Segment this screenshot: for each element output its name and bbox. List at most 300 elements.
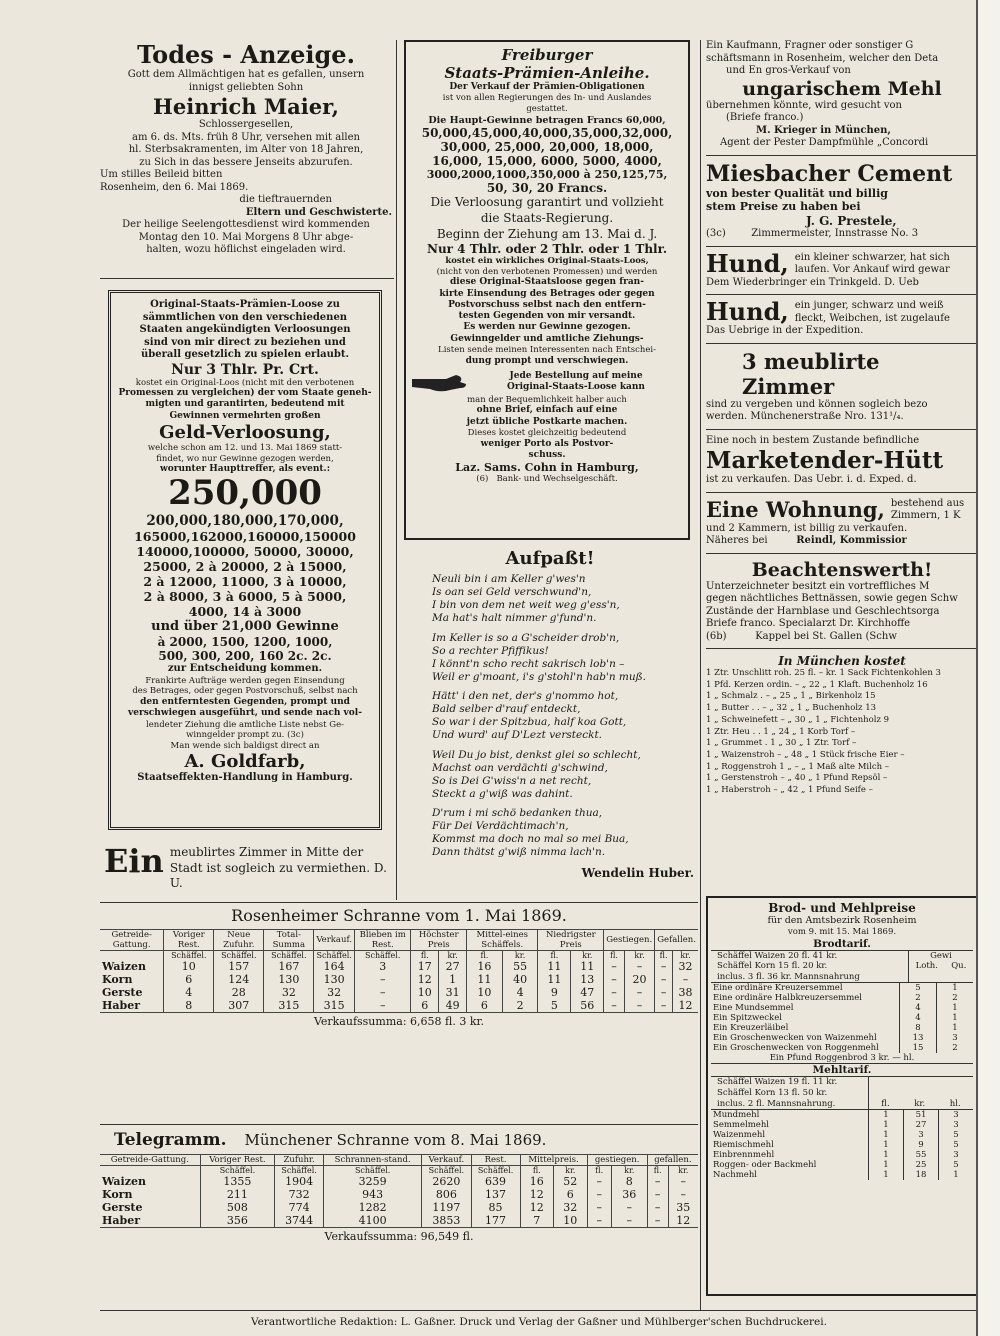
tariff-title: Brod- und Mehlpreise [768, 901, 916, 915]
table-cell: 2620 [422, 1175, 471, 1188]
text-line: übernehmen könnte, wird gesucht von [706, 99, 902, 111]
text-line: Frankirte Aufträge werden gegen Einsendung [145, 675, 345, 686]
poem-stanza [432, 632, 694, 685]
table-cell: 16 [467, 960, 503, 973]
table-cell: 3744 [275, 1214, 324, 1228]
table-cell: 6 [467, 999, 503, 1013]
item-name: Ein Groschenwecken von Roggenmehl [713, 1043, 879, 1054]
table-row [711, 1120, 973, 1130]
text-line: kostet ein Original-Loos (nicht mit den verbotenen [135, 377, 355, 388]
poem-line: So a rechter Pfiffikus! [432, 644, 549, 657]
text-line: Montag den 10. Mai Morgens 8 Uhr abge- [138, 231, 354, 243]
text-line: ohne Brief, einfach auf eine [476, 405, 618, 416]
lottery-price: Nur 3 Thlr. Pr. Crt. [171, 361, 319, 378]
item-value: 18 [904, 1170, 939, 1180]
text-line: ist zu verkaufen. Das Uebr. i. d. Exped. d. [706, 474, 917, 485]
unit-cell: fl. [587, 1166, 611, 1176]
text-line: innigst geliebten Sohn [188, 81, 304, 93]
item-value: 1 [939, 1170, 974, 1180]
table-cell: 774 [275, 1201, 324, 1214]
column-header: Total-Summa [264, 930, 314, 951]
ad-title: Staats-Prämien-Anleihe. [444, 64, 650, 82]
table-cell: 8 [164, 999, 214, 1013]
column-header: Gewi [930, 950, 952, 961]
flat-ad [706, 498, 978, 523]
unit-cell: Schäffel. [275, 1166, 324, 1176]
text-line: inclus. 2 fl. Mannsnahrung. [717, 1098, 836, 1109]
item-value: 5 [939, 1160, 974, 1170]
table-row [711, 1033, 973, 1043]
column-header: Getreide-Gattung. [100, 930, 164, 951]
price-row: 1 „ Waizenstroh – „ 48 „ 1 Stück frische Eier – [706, 750, 905, 761]
table-cell: 6 [164, 973, 214, 986]
poem-stanza [432, 807, 694, 860]
item-value: 1 [869, 1110, 904, 1120]
table-cell: 52 [554, 1175, 588, 1188]
price-row: 1 „ Roggenstroh 1 „ – „ 1 Maß alte Milch – [706, 761, 890, 772]
text-line: weniger Porto als Postvor- [480, 438, 614, 449]
prices-title: In München kostet [778, 654, 906, 668]
notice-heading: Beachtenswerth! [751, 558, 933, 581]
column-header: Voriger Rest. [200, 1155, 274, 1166]
text-line: sind von mir direct zu beziehen und [144, 336, 346, 348]
header-row [100, 1155, 698, 1166]
table-cell: 1 [439, 973, 467, 986]
item-loth: 2 [900, 993, 937, 1003]
grain-type: Korn [102, 1188, 133, 1201]
lottery-ad [108, 290, 382, 830]
prize-line: 2 à 12000, 11000, 3 à 10000, [143, 573, 347, 589]
seller-name: A. Goldfarb, [184, 751, 306, 773]
table-cell: 6 [554, 1188, 588, 1201]
table-cell: 40 [502, 973, 538, 986]
column-header: Qu. [951, 960, 967, 971]
column-header: Mittel-eines Schäffels. [467, 930, 538, 951]
table-cell: 55 [502, 960, 538, 973]
unit-cell: kr. [439, 951, 467, 961]
item-name: Semmelmehl [713, 1120, 770, 1131]
column-header: Schrannen-stand. [324, 1155, 422, 1166]
grain-type: Haber [102, 999, 141, 1012]
unit-cell: kr. [571, 951, 604, 961]
table-cell: 28 [214, 986, 264, 999]
text-line: ein junger, schwarz und weiß [794, 300, 944, 311]
table-cell: 167 [264, 960, 314, 973]
poem-line: Kommst ma doch no mal so mei Bua, [432, 833, 629, 846]
column-header: Rest. [471, 1155, 520, 1166]
table-cell: 315 [314, 999, 355, 1013]
text-line: (nicht von den verbotenen Promessen) und werden [436, 266, 658, 277]
poem-line: So is Dei G'wiss'n a net recht, [432, 774, 592, 787]
table-cell: 32 [264, 986, 314, 999]
text-line: Dem Wiederbringer ein Trinkgeld. D. Ueb [706, 276, 919, 288]
column-header: Voriger Rest. [164, 930, 214, 951]
table-row [711, 1013, 973, 1023]
text-line: worunter Haupttreffer, als event.: [159, 464, 331, 475]
text-line: laufen. Vor Ankauf wird gewar [794, 264, 950, 275]
imprint-footer: Verantwortliche Redaktion: L. Gaßner. Druck und Verlag der Gaßner und Mühlberger'schen Buchdruckerei. [251, 1316, 827, 1328]
text-line: ist von allen Regierungen des In- und Auslandes [442, 93, 652, 104]
unit-cell: Schäffel. [471, 1166, 520, 1176]
text-line: Original-Staats-Prämien-Loose zu [150, 299, 340, 310]
table-row [711, 1130, 973, 1140]
text-line: Schäffel Waizen 19 fl. 11 kr. [717, 1077, 838, 1088]
table-cell: – [655, 973, 673, 986]
table-cell: 85 [471, 1201, 520, 1214]
item-value: 5 [939, 1130, 974, 1140]
schranne1-block [100, 906, 698, 1028]
item-value: 55 [904, 1150, 939, 1160]
table-row [711, 1003, 973, 1013]
column-header: Getreide-Gattung. [100, 1155, 200, 1166]
table-cell: – [355, 999, 411, 1013]
item-value: 5 [939, 1140, 974, 1150]
grain-type: Waizen [102, 960, 146, 973]
table-cell: 10 [467, 986, 503, 999]
text-line: ein kleiner schwarzer, hat sich [794, 251, 950, 263]
table-cell: 32 [554, 1201, 588, 1214]
ad-signature: Laz. Sams. Cohn in Hamburg, [455, 461, 639, 475]
text-line: halten, wozu höflichst eingeladen wird. [146, 244, 346, 255]
prize-line: 4000, 14 à 3000 [188, 603, 302, 619]
table-cell: – [668, 1175, 698, 1188]
table-row [711, 983, 973, 993]
text-line: testen Gegenden von mir versandt. [458, 311, 636, 322]
prize-line: 500, 300, 200, 160 2c. 2c. [158, 648, 332, 663]
right-column [706, 40, 978, 797]
item-qu: 1 [937, 1003, 974, 1013]
table-cell: 1197 [422, 1201, 471, 1214]
freiburg-ad [404, 40, 690, 540]
item-value: 1 [869, 1170, 904, 1180]
schranne2-table [100, 1154, 698, 1228]
unit-cell: fl. [411, 951, 439, 961]
text-line: bestehend aus [890, 497, 965, 509]
ad-code: (3c) [287, 730, 304, 741]
table-cell: 6 [411, 999, 439, 1013]
table-cell: – [647, 1214, 668, 1228]
price-row: 1 Ztr. Heu . . 1 „ 24 „ 1 Korb Torf – [706, 726, 856, 737]
table-cell: 1282 [324, 1201, 422, 1214]
text-line: jetzt übliche Postkarte machen. [466, 416, 628, 427]
text-line: Beginn der Ziehung am 13. Mai d. J. [436, 226, 658, 241]
table-cell: 4100 [324, 1214, 422, 1228]
unit-cell: Schäffel. [214, 951, 264, 961]
text-line: Briefe franco. Specialarzt Dr. Kirchhoffe [706, 618, 911, 629]
table-cell: 137 [471, 1188, 520, 1201]
poem [406, 548, 694, 880]
text-line: kirte Einsendung des Betrages oder gegen [439, 288, 655, 299]
deceased-name: Heinrich Maier, [153, 94, 339, 119]
column-header: Verkauf. [314, 930, 355, 951]
table-cell: 4 [502, 986, 538, 999]
ad-code: (6b) [706, 630, 727, 642]
text-line: inclus. 3 fl. 36 kr. Mannsnahrung [717, 971, 860, 982]
prize-line: 200,000,180,000,170,000, [146, 512, 344, 529]
text-line: Schäffel Korn 15 fl. 20 kr. [717, 961, 828, 972]
item-name: Ein Spitzweckel [713, 1013, 782, 1024]
table-cell: 12 [411, 973, 439, 986]
table-cell: – [668, 1188, 698, 1201]
text-line: stem Preise zu haben bei [706, 200, 861, 214]
death-notice [100, 40, 392, 257]
item-loth: 13 [900, 1033, 937, 1043]
unit-cell: Schäffel. [164, 951, 214, 961]
column-rule [396, 40, 397, 900]
blank-cell [100, 1166, 200, 1176]
schranne1-title: Rosenheimer Schranne vom 1. Mai 1869. [231, 906, 567, 925]
prize-line: 50, 30, 20 Francs. [486, 181, 608, 196]
poem-stanza [432, 690, 694, 743]
price-row: 1 „ Haberstroh – „ 42 „ 1 Pfund Seife – [706, 785, 873, 796]
table-cell: – [587, 1214, 611, 1228]
poem-line: I bin von dem net weit weg g'ess'n, [432, 599, 620, 612]
table-cell: 2 [502, 999, 538, 1013]
unit-cell: kr. [611, 1166, 647, 1176]
grain-type: Haber [102, 1214, 141, 1227]
text-line: Dieses kostet gleichzeitig bedeutend [467, 427, 627, 438]
item-value: 1 [869, 1130, 904, 1140]
item-qu: 2 [937, 993, 974, 1003]
table-cell: 12 [520, 1201, 554, 1214]
text-line: die Staats-Regierung. [480, 210, 614, 225]
text-line: Zustände der Harnblase und Geschlechtsorga [706, 605, 940, 617]
dog-ad-2 [706, 297, 978, 326]
unit-cell: fl. [647, 1166, 668, 1176]
table-row [711, 1023, 973, 1033]
telegram-label: Telegramm. [114, 1130, 227, 1150]
table-cell: 164 [314, 960, 355, 973]
text-line: Schäffel Korn 13 fl. 50 kr. [717, 1088, 828, 1098]
grain-type: Waizen [102, 1175, 146, 1188]
text-line: Schlossergesellen, [198, 119, 294, 130]
item-value: 3 [939, 1120, 974, 1130]
table-cell: 177 [471, 1214, 520, 1228]
text-line: Reindl, Kommissior [796, 535, 907, 546]
text-line: Näheres bei [706, 535, 768, 546]
poem-verses [406, 573, 694, 860]
poem-line: Bald selber d'rauf entdeckt, [432, 703, 581, 716]
table-cell: 13 [571, 973, 604, 986]
item-value: 1 [869, 1120, 904, 1130]
ad-big-word: Eine Wohnung, [706, 496, 885, 522]
unit-cell: kr. [502, 951, 538, 961]
item-loth: 15 [900, 1043, 937, 1053]
text-line: Staaten angekündigten Verloosungen [139, 324, 351, 335]
table-cell: 27 [439, 960, 467, 973]
text-line: zu Sich in das bessere Jenseits abzurufen. [139, 156, 353, 168]
price-row: 1 „ Butter . . – „ 32 „ 1 „ Buchenholz 13 [706, 703, 877, 714]
item-name: Ein Kreuzerläibel [713, 1023, 789, 1034]
text-line: werden. Münchenerstraße Nro. 131¹/₄. [706, 411, 904, 422]
table-cell: 639 [471, 1175, 520, 1188]
table-cell: – [604, 973, 625, 986]
prize-line: 16,000, 15,000, 6000, 5000, 4000, [432, 154, 662, 169]
poem-line: Im Keller is so a G'scheider drob'n, [432, 631, 620, 644]
column-header: Mittelpreis. [520, 1155, 587, 1166]
column-header: Niedrigster Preis [538, 930, 604, 951]
text-line: dung prompt und verschwiegen. [465, 355, 629, 366]
table-cell: 35 [668, 1201, 698, 1214]
column-header: Gefallen. [655, 930, 698, 951]
table-cell: – [624, 960, 654, 973]
table-cell: 307 [214, 999, 264, 1013]
table-cell: 124 [214, 973, 264, 986]
item-name: Eine ordinäre Halbkreuzersemmel [713, 993, 862, 1004]
table-row [100, 973, 698, 986]
item-qu: 1 [937, 1023, 974, 1033]
text-line: Zimmern, 1 K [890, 510, 961, 521]
table-cell: 211 [200, 1188, 274, 1201]
text-line: verschwiegen ausgeführt, und sende nach vol- [128, 708, 362, 719]
text-line: Gewinngelder und amtliche Ziehungs- [450, 333, 644, 344]
table-cell: 11 [538, 973, 571, 986]
table-cell: 12 [520, 1188, 554, 1201]
table-cell: – [624, 999, 654, 1013]
column-header: kr. [914, 1099, 926, 1110]
text-line: Promessen zu vergleichen) der vom Staate geneh- [118, 388, 372, 399]
table-cell: – [647, 1188, 668, 1201]
table-cell: 3 [355, 960, 411, 973]
text-line: den entferntesten Gegenden, prompt und [140, 697, 350, 708]
table-cell: 10 [554, 1214, 588, 1228]
table-cell: 806 [422, 1188, 471, 1201]
schranne2-block [100, 1130, 698, 1243]
prize-line: 2 à 8000, 3 à 6000, 5 à 5000, [143, 588, 347, 604]
poem-author: Wendelin Huber. [581, 865, 694, 880]
table-cell: – [587, 1175, 611, 1188]
text-line: die tieftrauernden [239, 194, 332, 205]
unit-cell: kr. [672, 951, 698, 961]
item-value: 25 [904, 1160, 939, 1170]
schranne2-total: Verkaufssumma: 96,549 fl. [324, 1230, 474, 1243]
column-header: Verkauf. [422, 1155, 471, 1166]
column-header: Blieben im Rest. [355, 930, 411, 951]
column-header: Höchster Preis [411, 930, 467, 951]
text-line: zur Entscheidung kommen. [167, 663, 323, 675]
poem-line: Hätt' i den net, der's g'nommo hot, [432, 690, 619, 702]
unit-cell: fl. [604, 951, 625, 961]
table-cell: 36 [611, 1188, 647, 1201]
text-line: am 6. ds. Mts. früh 8 Uhr, versehen mit allen [132, 131, 360, 143]
divider [706, 246, 978, 247]
item-value: 3 [939, 1110, 974, 1120]
unit-cell: kr. [668, 1166, 698, 1176]
ad-title: Freiburger [501, 46, 593, 64]
item-qu: 2 [937, 1043, 974, 1053]
text-line: für den Amtsbezirk Rosenheim [767, 915, 917, 926]
text-line: Jede Bestellung auf meine [509, 370, 643, 381]
text-line: schuss. [528, 449, 566, 460]
room-ad [104, 842, 396, 892]
poem-line: Und wurd' auf D'Lezt versteckt. [432, 729, 602, 742]
text-line: Nur 4 Thlr. oder 2 Thlr. oder 1 Thlr. [426, 242, 668, 257]
table-cell: 9 [538, 986, 571, 999]
blank-cell [100, 951, 164, 961]
text-line: meublirtes Zimmer in Mitte der [169, 845, 364, 859]
cement-heading: Miesbacher Cement [706, 160, 953, 187]
table-cell: 11 [571, 960, 604, 973]
item-value: 1 [869, 1160, 904, 1170]
table-cell: 8 [611, 1175, 647, 1188]
table-cell: – [587, 1188, 611, 1201]
text-line: Unterzeichneter besitzt ein vortreffliches M [706, 580, 930, 592]
grain-type: Korn [102, 973, 133, 986]
text-line: Es werden nur Gewinne gezogen. [463, 322, 631, 333]
text-line: diese Original-Staatsloose gegen fran- [450, 277, 644, 288]
tariff-subtitle: Mehltarif. [711, 1063, 973, 1076]
table-cell: – [672, 973, 698, 986]
ad-big-word: Hund, [706, 248, 789, 278]
divider [706, 294, 978, 295]
text-line: Kappel bei St. Gallen (Schw [755, 630, 897, 642]
item-name: Ein Groschenwecken von Waizenmehl [713, 1033, 877, 1044]
poem-line: So war i der Spitzbua, half koa Gott, [432, 716, 627, 729]
table-row [100, 1201, 698, 1214]
item-qu: 1 [937, 983, 974, 993]
item-name: Roggen- oder Backmehl [713, 1160, 817, 1171]
column-header: Gestiegen. [604, 930, 655, 951]
text-line: und 2 Kammern, ist billig zu verkaufen. [706, 522, 908, 534]
table-cell: 732 [275, 1188, 324, 1201]
unit-row [100, 951, 698, 961]
item-name: Eine ordinäre Kreuzersemmel [713, 983, 843, 994]
text-line: gestattet. [526, 103, 568, 114]
ad-big-word: Hund, [706, 297, 789, 326]
divider [706, 553, 978, 554]
poem-line: Für Dei Verdächtimach'n, [432, 820, 569, 833]
table-cell: 508 [200, 1201, 274, 1214]
text-line: fleckt, Weibchen, ist zugelaufe [794, 312, 950, 324]
price-row: 1 „ Gerstenstroh – „ 40 „ 1 Pfund Repsöl – [706, 773, 888, 784]
table-cell: 130 [264, 973, 314, 986]
price-row: 1 „ Schweinefett – „ 30 „ 1 „ Fichtenholz 9 [706, 714, 890, 725]
text-line: Stadt ist sogleich zu vermiethen. D. U. [169, 860, 387, 891]
item-name: Einbrennmehl [713, 1150, 775, 1161]
room-ad-big-word: Ein [104, 842, 164, 880]
text-line: Rosenheim, den 6. Mai 1869. [100, 181, 249, 193]
table-cell: – [655, 986, 673, 999]
table-cell: 20 [624, 973, 654, 986]
table-cell: – [647, 1201, 668, 1214]
divider [706, 155, 978, 156]
table-cell: 356 [200, 1214, 274, 1228]
table-cell: – [355, 986, 411, 999]
item-qu: 1 [937, 1013, 974, 1023]
unit-cell: kr. [554, 1166, 588, 1176]
text-line: Staatseffekten-Handlung in Hamburg. [137, 772, 353, 784]
text-line: Ein Pfund Roggenbrod 3 kr. — hl. [769, 1053, 915, 1064]
table-cell: 943 [324, 1188, 422, 1201]
table-cell: 12 [668, 1214, 698, 1228]
item-loth: 8 [900, 1023, 937, 1033]
unit-cell: Schäffel. [355, 951, 411, 961]
table-cell: – [355, 973, 411, 986]
text-line: gegen nächtliches Bettnässen, sowie gegen Schw [706, 593, 958, 604]
table-cell: 130 [314, 973, 355, 986]
text-line: Schäffel Waizen 20 fl. 41 kr. [717, 950, 838, 961]
divider [706, 648, 978, 649]
poem-line: I könnt'n scho recht sakrisch lob'n – [432, 657, 625, 670]
text-line: Eine noch in bestem Zustande befindliche [706, 434, 920, 446]
item-value: 3 [904, 1130, 939, 1140]
poem-line: Is oan sei Geld verschwund'n, [432, 586, 592, 599]
table-cell: 157 [214, 960, 264, 973]
poem-stanza [432, 573, 694, 626]
text-line: hl. Sterbsakramenten, im Alter von 18 Jahren, [128, 144, 364, 155]
divider [706, 429, 978, 430]
column-header: gefallen. [647, 1155, 698, 1166]
